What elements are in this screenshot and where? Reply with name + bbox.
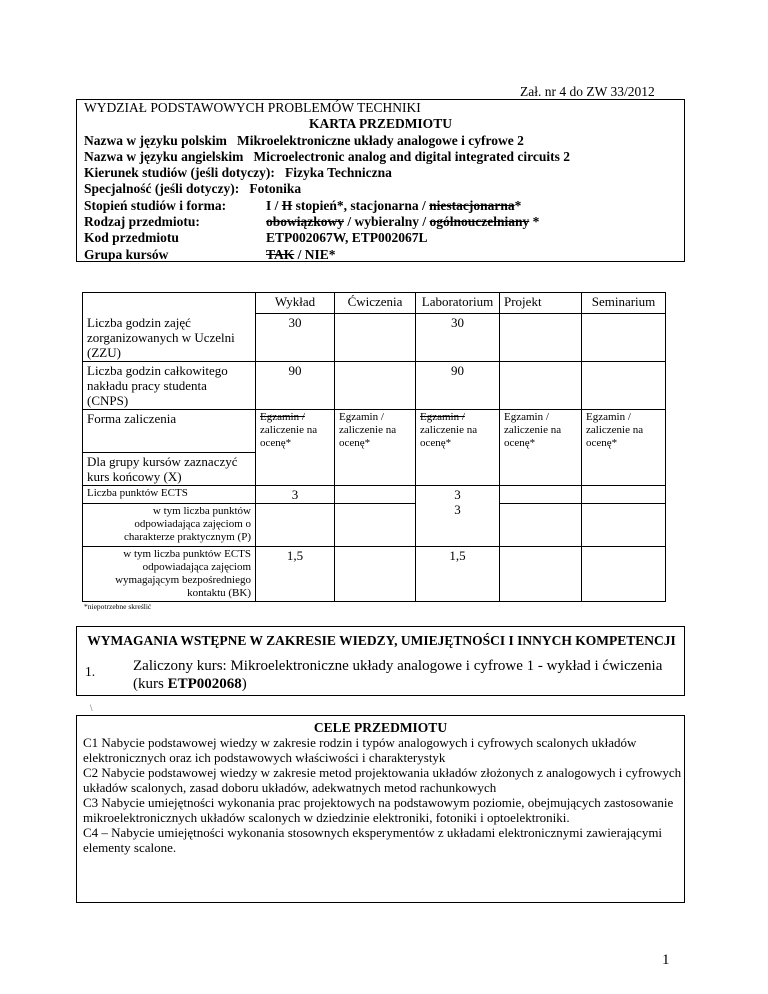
p-label: w tym liczba punktów odpowiadająca zajęciom o charakterze praktycznym (P) [83,504,256,547]
specialty-label: Specjalność (jeśli dotyczy): [84,181,240,197]
col-header-projekt: Projekt [500,293,582,314]
table-row [83,486,666,504]
cnps-cwiczenia [335,362,416,410]
type-mid: / wybieralny / [347,214,427,230]
degree-part3: * [514,197,522,213]
hours-table [82,292,666,602]
name-en-row [84,149,684,165]
attachment-note: Zał. nr 4 do ZW 33/2012 [520,84,655,99]
page-number: 1 [662,952,670,968]
goal-item-c3: C3 Nabycie umiejętności wykonania prac projektowych na podstawowym poziomie, obejmujących zastosowanie mikroelektronicznych układów scalonych w dziedzinie elektroniki, fotoniki i optoelektroniki. [83,795,674,825]
goals-title: CELE PRZEDMIOTU [313,720,448,735]
zzu-laboratorium: 30 [416,314,500,362]
p-lab-value: 3 [454,502,461,517]
degree-struck2: niestacjonarna [429,197,515,213]
name-pl-value: Mikroelektroniczne układy analogowe i cyfrowe 2 [237,132,524,148]
type-struck1: obowiązkowy [266,214,345,230]
requirement-text-part2: ) [241,676,247,692]
zzu-projekt [500,314,582,362]
ects-projekt [500,486,582,504]
col-header-seminarium: Seminarium [582,293,666,314]
form-wyklad-struck: Egzamin / [260,411,305,423]
goals-box [76,715,685,903]
ects-seminarium [582,486,666,504]
cnps-projekt [500,362,582,410]
direction-value: Fizyka Techniczna [284,165,392,181]
bk-label: w tym liczba punktów ECTS odpowiadająca zajęciom wymagającym bezpośredniego kontaktu (BK) [83,547,256,602]
requirements-title: WYMAGANIA WSTĘPNE W ZAKRESIE WIEDZY, UMIEJĘTNOŚCI I INNYCH KOMPETENCJI [87,633,676,648]
zzu-cwiczenia [335,314,416,362]
card-title: KARTA PRZEDMIOTU [309,116,452,132]
col-header-laboratorium: Laboratorium [416,293,500,314]
type-row [84,214,684,230]
cnps-label: Liczba godzin całkowitego nakładu pracy studenta (CNPS) [83,362,256,410]
specialty-row [84,181,684,197]
name-en-value: Microelectronic analog and digital integrated circuits 2 [253,148,570,164]
col-header-cwiczenia: Ćwiczenia [335,293,416,314]
degree-part1: I / [266,197,279,213]
final-course-label: Dla grupy kursów zaznaczyć kurs końcowy (X) [83,453,256,486]
code-label: Kod przedmiotu [84,230,179,246]
goal-item-c4: C4 – Nabycie umiejętności wykonania stosownych eksperymentów z układami elektronicznymi zawierającymi elementy scalone. [83,825,663,855]
group-struck: TAK [266,246,295,262]
bk-laboratorium: 1,5 [416,547,500,602]
faculty-name: WYDZIAŁ PODSTAWOWYCH PROBLEMÓW TECHNIKI [84,100,421,115]
direction-row [84,165,684,181]
p-projekt [500,504,582,547]
ects-laboratorium [416,486,500,547]
degree-part2: stopień*, stacjonarna / [295,197,426,213]
form-label: Forma zaliczenia [83,410,256,453]
zzu-seminarium [582,314,666,362]
zzu-label: Liczba godzin zajęć zorganizowanych w Uczelni (ZZU) [83,293,256,362]
degree-struck: II [281,197,293,213]
form-projekt: Egzamin / zaliczenie na ocenę* [500,410,582,486]
group-label: Grupa kursów [84,246,169,262]
group-rest: / NIE* [297,246,336,262]
zzu-wyklad: 30 [256,314,335,362]
ects-label: Liczba punktów ECTS [83,486,256,504]
p-seminarium [582,504,666,547]
table-row [83,362,666,410]
course-header-box [76,99,685,262]
specialty-value: Fotonika [249,181,302,197]
code-row [84,230,684,246]
requirement-number: 1. [85,664,96,679]
goal-item-c2: C2 Nabycie podstawowej wiedzy w zakresie metod projektowania układów złożonych z analogowych i cyfrowych układów scalonych, zasad doboru układów, adekwatnych metod rachunkowych [83,765,682,795]
requirements-box [76,626,685,696]
degree-label: Stopień studiów i forma: [84,197,227,213]
p-wyklad [256,504,335,547]
form-seminarium: Egzamin / zaliczenie na ocenę* [582,410,666,486]
ects-wyklad: 3 [256,486,335,504]
type-struck2: ogólnouczelniany [429,214,530,230]
degree-row [84,198,684,214]
type-end: * [532,214,540,230]
requirement-text-part1: Zaliczony kurs: Mikroelektroniczne układy analogowe i cyfrowe 1 - wykład i ćwiczenia (kurs [133,658,663,692]
p-cwiczenia [335,504,416,547]
table-row [83,547,666,602]
footnote: *niepotrzebne skreślić [84,602,152,611]
requirement-text [133,657,673,693]
name-en-label: Nazwa w języku angielskim [84,148,244,164]
ects-lab-value: 3 [454,487,461,502]
table-row [83,410,666,453]
form-cwiczenia: Egzamin / zaliczenie na ocenę* [335,410,416,486]
cnps-wyklad: 90 [256,362,335,410]
form-wyklad-rest: zaliczenie na ocenę* [260,424,318,449]
bk-projekt [500,547,582,602]
form-lab-rest: zaliczenie na ocenę* [420,424,478,449]
goal-item-c1: C1 Nabycie podstawowej wiedzy w zakresie rodzin i typów analogowych i cyfrowych scalonych układów elektronicznych oraz ich podstawowych właściwości i charakterystyk [83,735,637,765]
form-laboratorium [416,410,500,486]
cnps-laboratorium: 90 [416,362,500,410]
name-pl-label: Nazwa w języku polskim [84,132,227,148]
table-row [83,504,666,547]
form-lab-struck: Egzamin / [420,411,465,423]
type-label: Rodzaj przedmiotu: [84,214,200,230]
bk-wyklad: 1,5 [256,547,335,602]
direction-label: Kierunek studiów (jeśli dotyczy): [84,165,275,181]
group-row [84,247,684,263]
bk-seminarium [582,547,666,602]
ects-cwiczenia [335,486,416,504]
table-row [83,293,666,314]
bk-cwiczenia [335,547,416,602]
code-value: ETP002067W, ETP002067L [266,230,428,246]
col-header-wyklad: Wykład [256,293,335,314]
form-wyklad [256,410,335,486]
cnps-seminarium [582,362,666,410]
name-pl-row [84,133,684,149]
stray-mark: \ [90,703,93,713]
requirement-course-code: ETP002068 [167,676,242,692]
